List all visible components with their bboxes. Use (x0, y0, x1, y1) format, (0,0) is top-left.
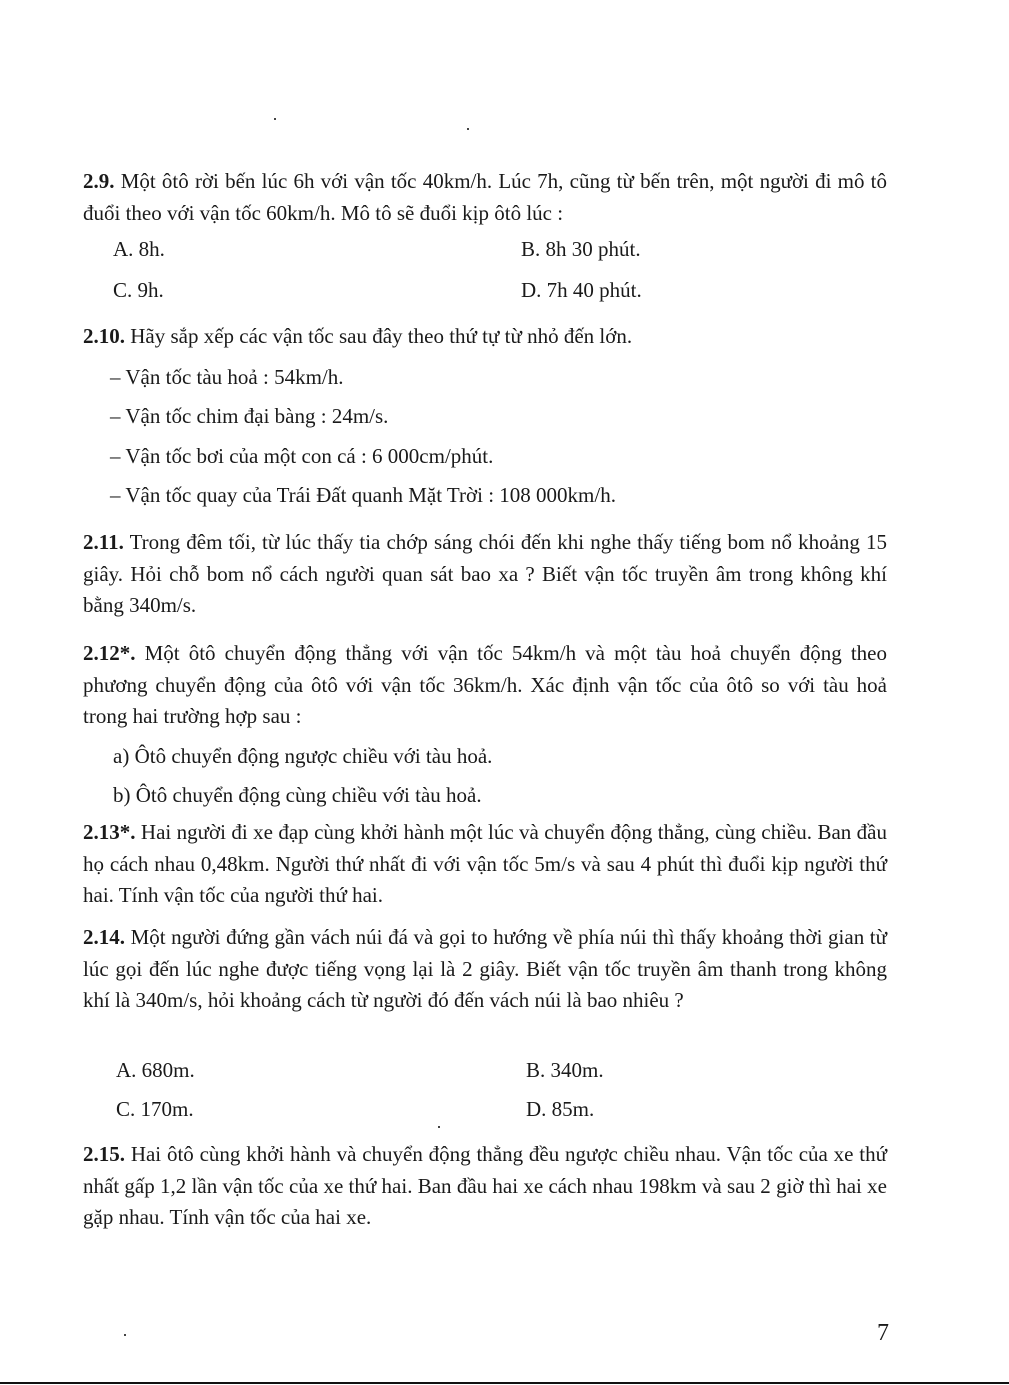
option-d: D. 85m. (526, 1097, 595, 1121)
problem-number: 2.13*. (83, 820, 136, 844)
scan-speck (467, 128, 469, 130)
list-item: – Vận tốc bơi của một con cá : 6 000cm/phút. (110, 444, 494, 468)
problem-2-15 (83, 1139, 887, 1234)
option-a: A. 8h. (113, 237, 165, 261)
option-b: B. 8h 30 phút. (521, 237, 641, 261)
scan-speck (124, 1334, 126, 1336)
problem-2-13 (83, 817, 887, 912)
problem-text: Hãy sắp xếp các vận tốc sau đây theo thứ tự từ nhỏ đến lớn. (130, 324, 633, 348)
problem-2-11 (83, 527, 887, 622)
problem-number: 2.15. (83, 1142, 125, 1166)
problem-text: Một ôtô rời bến lúc 6h với vận tốc 40km/h. Lúc 7h, cũng từ bến trên, một người đi mô tô đuổi theo với vận tốc 60km/h. Mô tô sẽ đuổi kịp ôtô lúc : (83, 169, 887, 225)
scan-speck (438, 1126, 440, 1128)
list-item: a) Ôtô chuyển động ngược chiều với tàu hoả. (113, 744, 493, 768)
list-item: – Vận tốc quay của Trái Đất quanh Mặt Trời : 108 000km/h. (110, 483, 616, 507)
problem-number: 2.14. (83, 925, 125, 949)
list-item: b) Ôtô chuyển động cùng chiều với tàu hoả. (113, 783, 482, 807)
list-item: – Vận tốc tàu hoả : 54km/h. (110, 365, 344, 389)
option-c: C. 9h. (113, 278, 164, 302)
problem-text: Một người đứng gần vách núi đá và gọi to hướng về phía núi thì thấy khoảng thời gian từ lúc gọi đến lúc nghe được tiếng vọng lại là 2 giây. Biết vận tốc truyền âm thanh trong không khí là 340m/s, hỏi khoảng cách từ người đó đến vách núi là bao nhiêu ? (83, 925, 888, 1012)
scan-speck (274, 118, 276, 120)
page-number: 7 (877, 1320, 889, 1346)
problem-text: Hai ôtô cùng khởi hành và chuyển động thẳng đều ngược chiều nhau. Vận tốc của xe thứ nhất gấp 1,2 lần vận tốc của xe thứ hai. Ban đầu hai xe cách nhau 198km và sau 2 giờ thì hai xe gặp nhau. Tính vận tốc của hai xe. (83, 1142, 887, 1229)
problem-number: 2.10. (83, 324, 125, 348)
problem-text: Một ôtô chuyển động thẳng với vận tốc 54km/h và một tàu hoả chuyển động theo phương chuyển động của ôtô với vận tốc 36km/h. Xác định vận tốc của ôtô so với tàu hoả trong hai trường hợp sau : (83, 641, 887, 728)
problem-2-10 (83, 321, 887, 353)
problem-number: 2.12*. (83, 641, 136, 665)
problem-2-12 (83, 638, 887, 733)
problem-text: Trong đêm tối, từ lúc thấy tia chớp sáng chói đến khi nghe thấy tiếng bom nổ khoảng 15 giây. Hỏi chỗ bom nổ cách người quan sát bao xa ? Biết vận tốc truyền âm trong không khí bằng 340m/s. (83, 530, 887, 617)
option-a: A. 680m. (116, 1058, 195, 1082)
option-c: C. 170m. (116, 1097, 194, 1121)
option-b: B. 340m. (526, 1058, 604, 1082)
list-item: – Vận tốc chim đại bàng : 24m/s. (110, 404, 389, 428)
bottom-rule (0, 1382, 1009, 1384)
problem-number: 2.9. (83, 169, 115, 193)
problem-number: 2.11. (83, 530, 124, 554)
problem-2-9 (83, 166, 887, 229)
option-d: D. 7h 40 phút. (521, 278, 642, 302)
problem-text: Hai người đi xe đạp cùng khởi hành một lúc và chuyển động thẳng, cùng chiều. Ban đầu họ cách nhau 0,48km. Người thứ nhất đi với vận tốc 5m/s và sau 4 phút thì đuổi kịp người thứ hai. Tính vận tốc của người thứ hai. (83, 820, 888, 907)
problem-2-14 (83, 922, 887, 1017)
